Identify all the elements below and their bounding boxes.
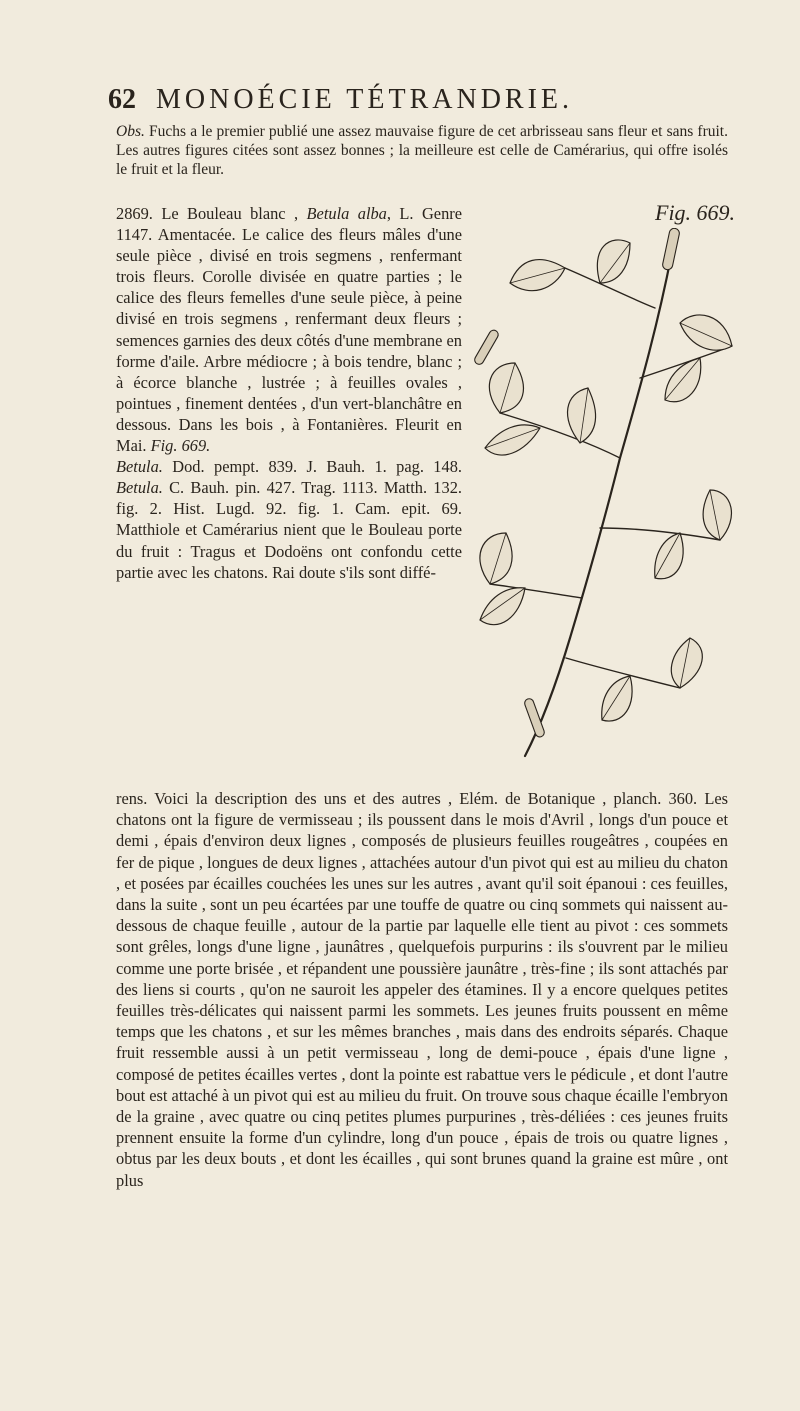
figure-label: Fig. 669. (655, 200, 736, 225)
birch-branch-illustration (470, 228, 742, 763)
continuation-text: rens. Voici la description des uns et des autres , Elém. de Botanique , planch. 360. Les chatons ont la figure de vermisseau ; ils poussent dans le mois d'Avril , longs d'un pouce et demi , épais d'environ deux lignes , composés de plusieurs feuilles rougeâtres , coupées en fer de pique , longues de deux lignes , attachées autour d'un pivot qui est au milieu du chaton , et posées par écailles couchées les unes sur les autres , avant qu'il soit épanoui : ces feuilles, dans la suite , sont un peu écartées par une touffe de quatre ou cinq sommets qui naissent au-dessous de chaque feuille , autour de la partie par laquelle elle tient au pivot : ces sommets sont grêles, longs d'une ligne , jaunâtres , quelquefois purpurins : ils s'ouvrent par le milieu comme une porte brisée , et répandent une poussière jaunâtre , très-fine ; ils sont attachés par des liens si courts , qu'on ne sauroit les appeler des étamines. Il y a encore quelques petites feuilles très-délicates qui naissent parmi les sommets. Les jeunes fruits poussent en même temps que les chatons , et sur les mêmes branches , mais dans des endroits séparés. Chaque fruit ressemble aussi à un petit vermisseau , long de demi-pouce , épais d'une ligne , composé de petites écailles vertes , dont la pointe est rabattue vers le pédicule , et dont l'autre bout est attaché à un pivot qui est au milieu du fruit. On trouve sous chaque écaille l'embryon de la graine , avec quatre ou cinq petites plumes purpurines , très-déliées : ces jeunes fruits prennent ensuite la forme d'un cylindre, long d'un pouce , épais de trois ou quatre lignes , obtus par les deux bouts , et dont les écailles , qui sont brunes quand la graine est mûre , ont plus (116, 789, 728, 1190)
leaf (480, 533, 512, 584)
synonym-text-1: Dod. pempt. 839. J. Bauh. 1. pag. 148. (162, 457, 462, 477)
leaf (480, 588, 525, 625)
entry-latin-name: Betula alba (306, 204, 387, 223)
leaf (597, 240, 630, 283)
branch (600, 528, 720, 540)
leaf (680, 315, 732, 350)
leaf (602, 676, 632, 721)
entry-description: Genre 1147. Amentacée. Le calice des fleurs mâles d'une seule pièce , divisé en trois segmens , renfermant trois fleurs. Corolle divisée en quatre parties ; le calice des fleurs femelles d'une seule pièce, à peine divisé en trois segmens , renfermant deux fleurs ; semences garnies des deux côtés d'une membrane en forme d'aile. Arbre médiocre ; à bois tendre, blanc ; à écorce blanche , lustrée ; à feuilles ovales , pointues , finement dentées , d'un vert-blanchâtre en dessous. Dans les bois , à Fontanières. Fleurit en Mai. (116, 204, 462, 456)
entry-figure-reference: Fig. 669. (150, 436, 211, 456)
synonym-latin-1: Betula. (116, 457, 163, 477)
entry-paragraph (116, 203, 462, 583)
leaf (665, 358, 701, 402)
continuation-paragraph (116, 788, 728, 1191)
catkin (473, 329, 500, 366)
leaf (489, 363, 523, 413)
leaf (485, 425, 540, 455)
leaf (671, 638, 702, 688)
page-number: 62 (108, 84, 136, 115)
synonym-latin-2: Betula. (116, 478, 163, 498)
main-stem (525, 236, 675, 756)
synonym-text-2: C. Bauh. pin. 427. Trag. 1113. Matth. 132. fig. 2. Hist. Lugd. 92. fig. 1. Cam. epit. 69. Matthiole et Camérarius nient que le Bouleau porte du fruit : Tragus et Dodoëns ont confondu cette partie avec les chatons. Rai doute s'ils sont diffé- (116, 478, 462, 582)
running-title: MONOÉCIE TÉTRANDRIE. (156, 84, 574, 115)
entry-number: 2869. (116, 204, 153, 223)
leaf (655, 533, 683, 579)
observation-paragraph (116, 122, 728, 179)
entry-intro: Le Bouleau blanc , (152, 204, 307, 223)
obs-label: Obs. (116, 123, 145, 140)
entry-author: , L. (386, 204, 414, 223)
catkin (662, 228, 681, 271)
page-header (108, 84, 728, 120)
leaf (703, 490, 731, 540)
obs-text: Fuchs a le premier publié une assez mauvaise figure de cet arbrisseau sans fleur et sans fruit. Les autres figures citées sont assez bonnes ; la meilleure est celle de Camérarius, qui offre isolés le fruit et la fleur. (116, 123, 728, 178)
